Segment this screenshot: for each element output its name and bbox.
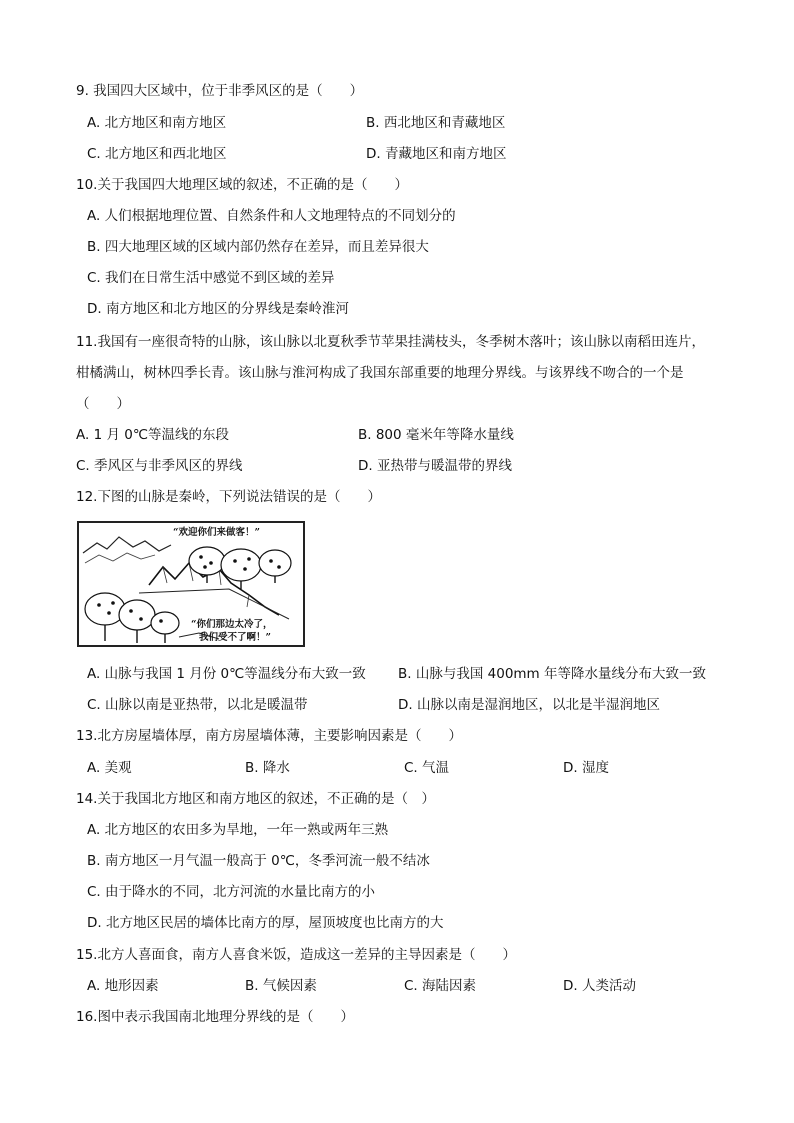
q9-option-b: B. 西北地区和青藏地区 bbox=[366, 115, 506, 131]
q13-option-d: D. 湿度 bbox=[563, 760, 609, 776]
q13-option-c: C. 气温 bbox=[404, 760, 450, 776]
cartoon-caption-top: “欢迎你们来做客！” bbox=[173, 527, 260, 538]
q15-option-a: A. 地形因素 bbox=[87, 978, 159, 994]
q15-option-c: C. 海陆因素 bbox=[404, 978, 477, 994]
q11-stem-line1: 11.我国有一座很奇特的山脉，该山脉以北夏秋季节苹果挂满枝头，冬季树木落叶；该山脉以南稻田连片， bbox=[76, 334, 705, 350]
q15-option-d: D. 人类活动 bbox=[563, 978, 636, 994]
q11-stem-line3: （ ） bbox=[76, 396, 130, 412]
cartoon-caption-bottom-2: 我们受不了啊！” bbox=[199, 632, 271, 643]
q10-option-b: B. 四大地理区域的区域内部仍然存在差异，而且差异很大 bbox=[87, 239, 429, 255]
q9-option-d: D. 青藏地区和南方地区 bbox=[366, 146, 507, 162]
q9-option-c: C. 北方地区和西北地区 bbox=[87, 146, 227, 162]
q11-option-d: D. 亚热带与暖温带的界线 bbox=[358, 458, 512, 474]
q11-option-c: C. 季风区与非季风区的界线 bbox=[76, 458, 243, 474]
q9-stem: 9. 我国四大区域中，位于非季风区的是（ ） bbox=[76, 83, 364, 99]
q14-option-c: C. 由于降水的不同，北方河流的水量比南方的小 bbox=[87, 884, 376, 900]
q12-option-b: B. 山脉与我国 400mm 年等降水量线分布大致一致 bbox=[398, 666, 706, 682]
q10-option-d: D. 南方地区和北方地区的分界线是秦岭淮河 bbox=[87, 301, 349, 317]
q14-option-a: A. 北方地区的农田多为旱地，一年一熟或两年三熟 bbox=[87, 822, 389, 838]
q15-stem: 15.北方人喜面食，南方人喜食米饭，造成这一差异的主导因素是（ ） bbox=[76, 947, 516, 963]
q13-option-b: B. 降水 bbox=[245, 760, 290, 776]
q11-option-b: B. 800 毫米年等降水量线 bbox=[358, 427, 514, 443]
cartoon-caption-bottom-1: “你们那边太冷了， bbox=[191, 619, 273, 630]
q11-stem-line2: 柑橘满山，树林四季长青。该山脉与淮河构成了我国东部重要的地理分界线。与该界线不吻合的一个是 bbox=[76, 365, 684, 381]
q13-stem: 13.北方房屋墙体厚，南方房屋墙体薄，主要影响因素是（ ） bbox=[76, 728, 462, 744]
q14-option-b: B. 南方地区一月气温一般高于 0℃，冬季河流一般不结冰 bbox=[87, 853, 430, 869]
q12-option-d: D. 山脉以南是湿润地区，以北是半湿润地区 bbox=[398, 697, 660, 713]
q15-option-b: B. 气候因素 bbox=[245, 978, 317, 994]
q10-option-a: A. 人们根据地理位置、自然条件和人文地理特点的不同划分的 bbox=[87, 208, 456, 224]
q14-stem: 14.关于我国北方地区和南方地区的叙述，不正确的是（ ） bbox=[76, 791, 435, 807]
q16-stem: 16.图中表示我国南北地理分界线的是（ ） bbox=[76, 1009, 354, 1025]
qinling-cartoon-figure bbox=[77, 521, 305, 647]
q12-option-a: A. 山脉与我国 1 月份 0℃等温线分布大致一致 bbox=[87, 666, 366, 682]
q10-stem: 10.关于我国四大地理区域的叙述，不正确的是（ ） bbox=[76, 177, 408, 193]
q13-option-a: A. 美观 bbox=[87, 760, 132, 776]
q12-stem: 12.下图的山脉是秦岭，下列说法错误的是（ ） bbox=[76, 489, 381, 505]
q10-option-c: C. 我们在日常生活中感觉不到区域的差异 bbox=[87, 270, 335, 286]
q12-option-c: C. 山脉以南是亚热带，以北是暖温带 bbox=[87, 697, 308, 713]
q9-option-a: A. 北方地区和南方地区 bbox=[87, 115, 227, 131]
q11-option-a: A. 1 月 0℃等温线的东段 bbox=[76, 427, 230, 443]
q14-option-d: D. 北方地区民居的墙体比南方的厚，屋顶坡度也比南方的大 bbox=[87, 915, 444, 931]
